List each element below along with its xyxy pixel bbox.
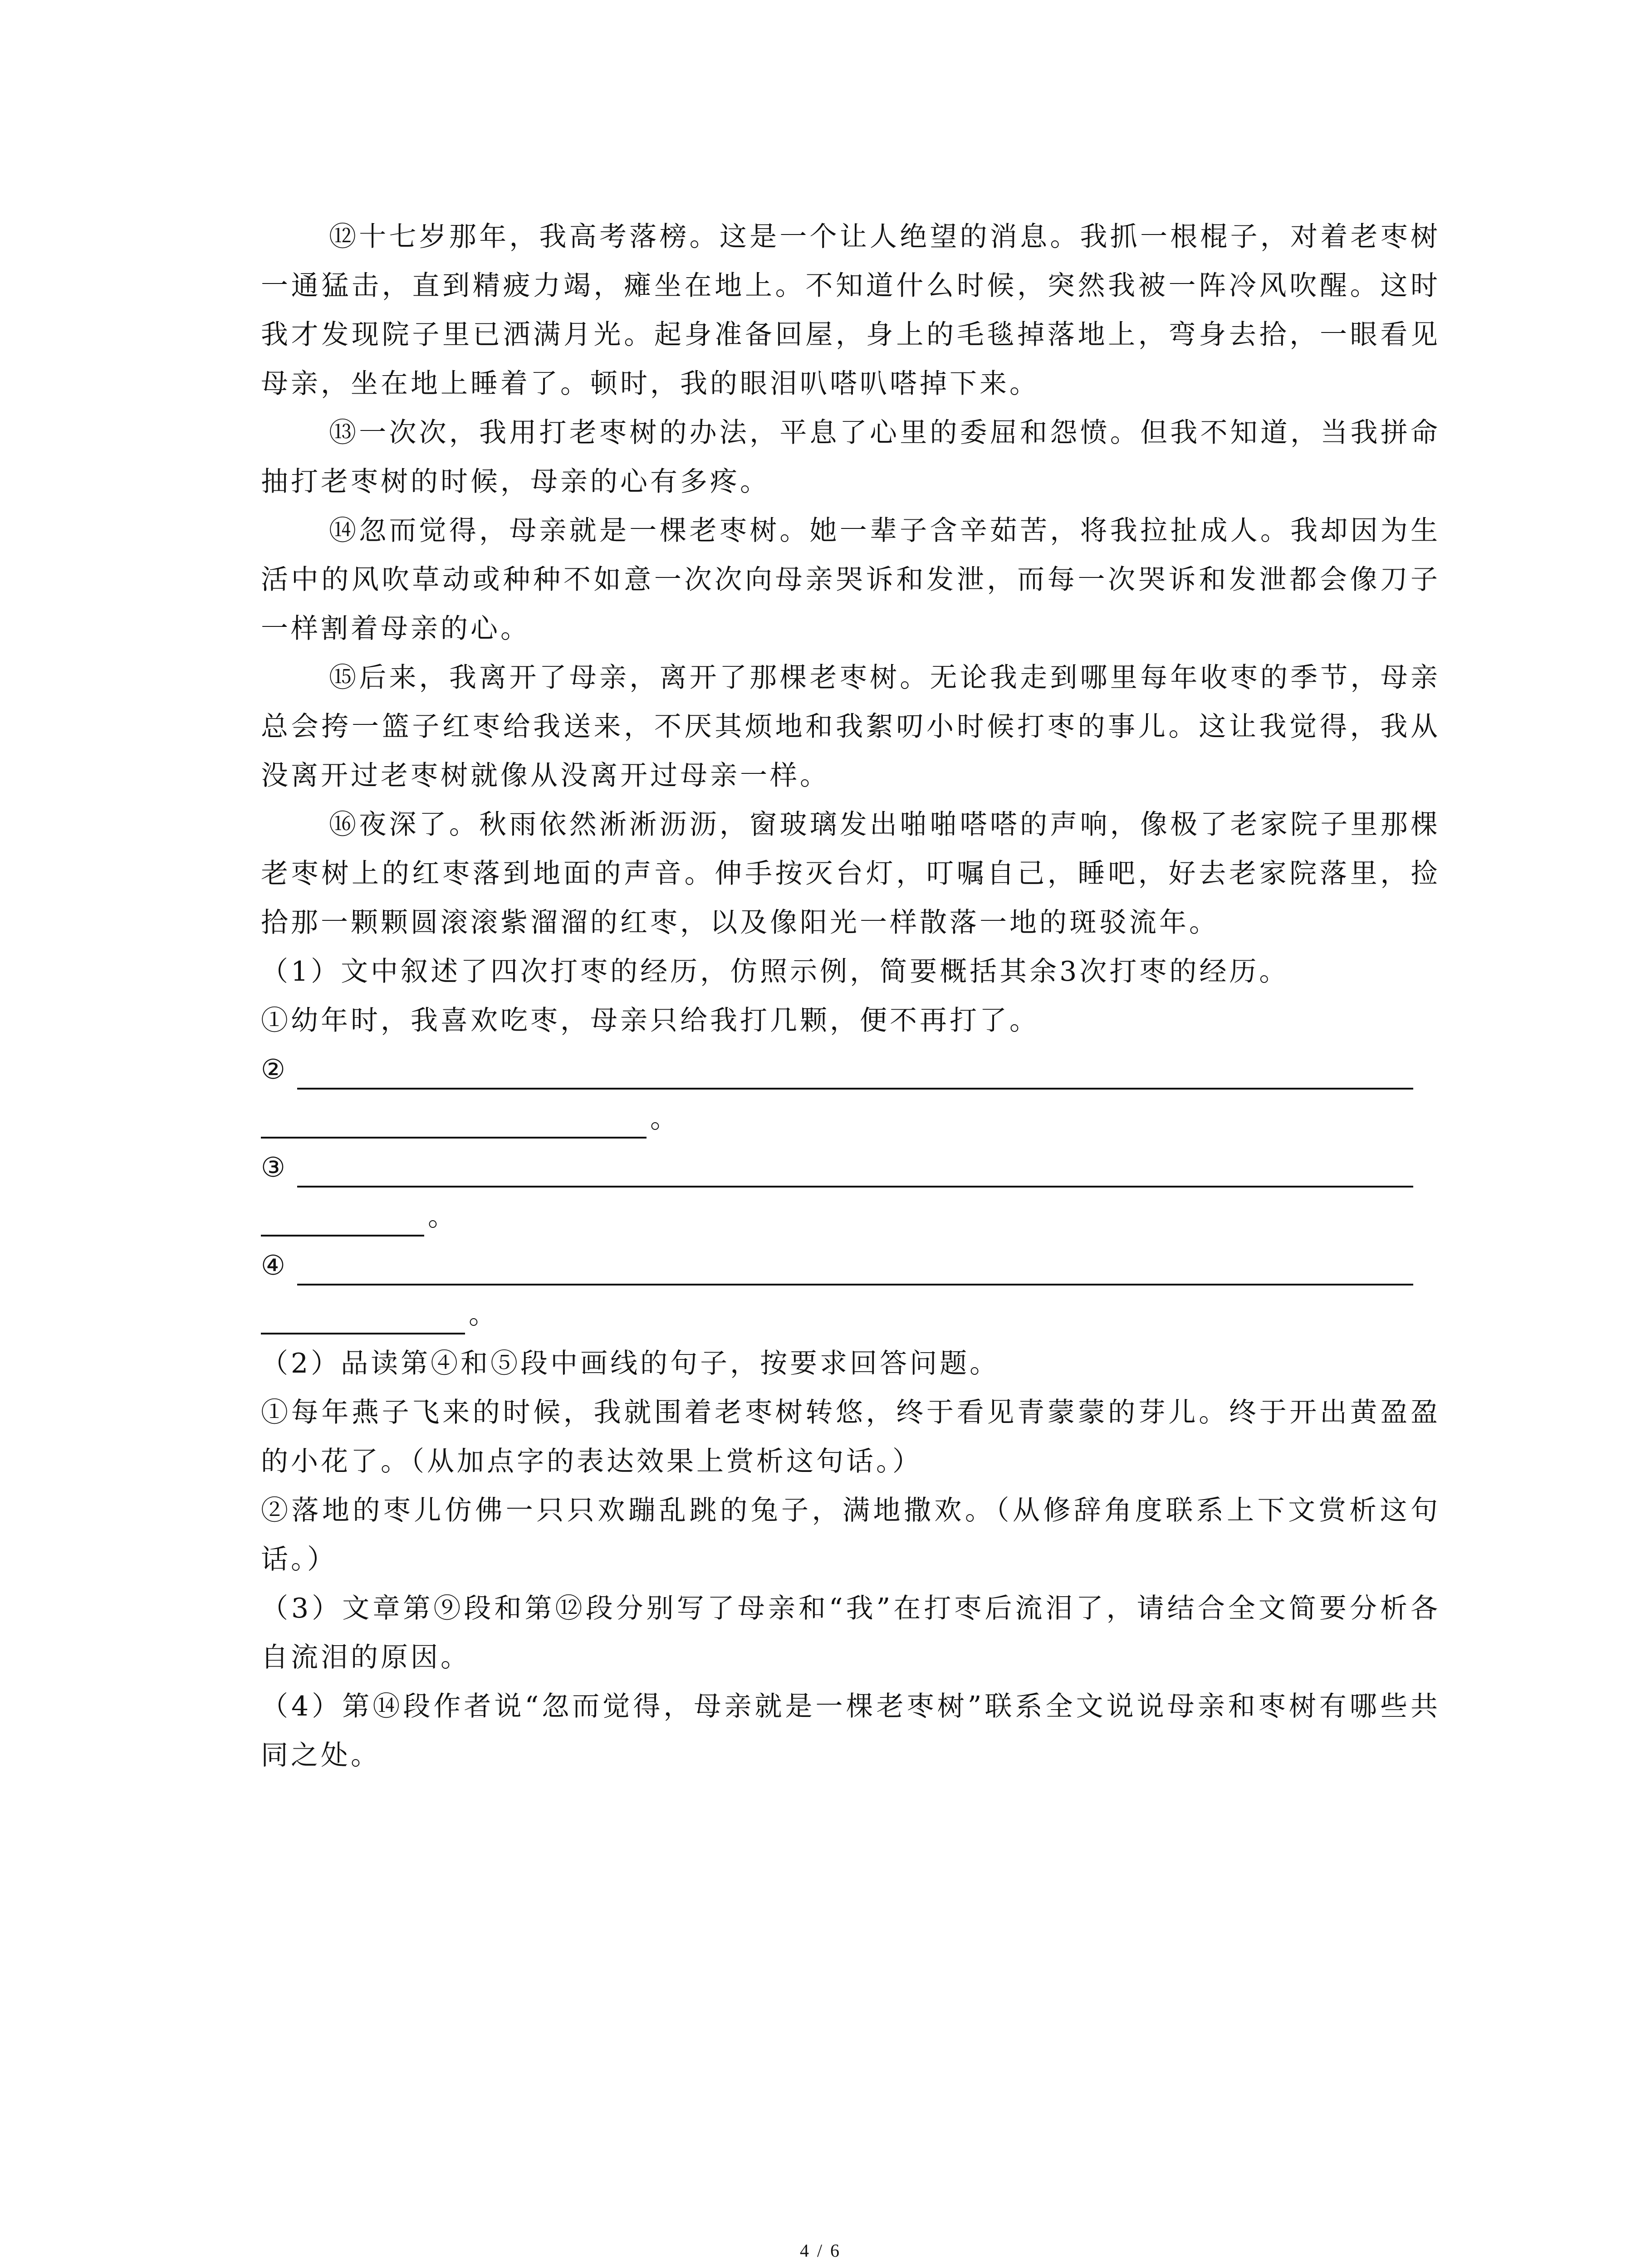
question-1-answer-4[interactable]: [261, 1241, 1440, 1339]
answer-marker: ③: [261, 1152, 288, 1183]
question-1-example: ①幼年时，我喜欢吃枣，母亲只给我打几颗，便不再打了。: [261, 1005, 1039, 1036]
question-3-prompt: （3）文章第⑨段和第⑫段分别写了母亲和“我”在打枣后流泪了，请结合全文简要分析各自流泪的原因。: [261, 1593, 1440, 1673]
question-1-answer-3[interactable]: [261, 1143, 1440, 1241]
question-2-item-1: ①每年燕子飞来的时候，我就围着老枣树转悠，终于看见青蒙蒙的芽儿。终于开出黄盈盈的小花了。（从加点字的表达效果上赏析这句话。）: [261, 1397, 1440, 1477]
answer-end-mark: 。: [469, 1299, 499, 1330]
paragraph-16: ⑯夜深了。秋雨依然淅淅沥沥，窗玻璃发出啪啪嗒嗒的声响，像极了老家院子里那棵老枣树上的红枣落到地面的声音。伸手按灭台灯，叮嘱自己，睡吧，好去老家院落里，捡拾那一颗颗圆滚滚紫溜溜的红枣，以及像阳光一样散落一地的斑驳流年。: [261, 809, 1440, 938]
question-4-prompt: （4）第⑭段作者说“忽而觉得，母亲就是一棵老枣树”联系全文说说母亲和枣树有哪些共同之处。: [261, 1691, 1440, 1771]
paragraph-12: ⑫十七岁那年，我高考落榜。这是一个让人绝望的消息。我抓一根棍子，对着老枣树一通猛击，直到精疲力竭，瘫坐在地上。不知道什么时候，突然我被一阵冷风吹醒。这时我才发现院子里已洒满月光。起身准备回屋，身上的毛毯掉落地上，弯身去拾，一眼看见母亲，坐在地上睡着了。顿时，我的眼泪叭嗒叭嗒掉下来。: [261, 221, 1440, 400]
page-content: [261, 212, 1440, 1780]
answer-marker: ②: [261, 1054, 288, 1085]
answer-line[interactable]: [261, 1235, 424, 1237]
answer-end-mark: 。: [428, 1201, 458, 1232]
answer-line[interactable]: [297, 1088, 1413, 1090]
answer-line[interactable]: [261, 1333, 465, 1334]
answer-end-mark: 。: [650, 1103, 680, 1134]
answer-line[interactable]: [261, 1137, 647, 1139]
page-number: 4 / 6: [799, 2240, 842, 2261]
paragraph-15: ⑮后来，我离开了母亲，离开了那棵老枣树。无论我走到哪里每年收枣的季节，母亲总会挎一篮子红枣给我送来，不厌其烦地和我絮叨小时候打枣的事儿。这让我觉得，我从没离开过老枣树就像从没离开过母亲一样。: [261, 662, 1440, 792]
paragraph-14: ⑭忽而觉得，母亲就是一棵老枣树。她一辈子含辛茹苦，将我拉扯成人。我却因为生活中的风吹草动或种种不如意一次次向母亲哭诉和发泄，而每一次哭诉和发泄都会像刀子一样割着母亲的心。: [261, 515, 1440, 645]
answer-line[interactable]: [297, 1284, 1413, 1286]
question-1-answer-2[interactable]: [261, 1045, 1440, 1143]
question-2-item-2: ②落地的枣儿仿佛一只只欢蹦乱跳的兔子，满地撒欢。（从修辞角度联系上下文赏析这句话。）: [261, 1495, 1440, 1575]
paragraph-13: ⑬一次次，我用打老枣树的办法，平息了心里的委屈和怨愤。但我不知道，当我拼命抽打老枣树的时候，母亲的心有多疼。: [261, 417, 1440, 498]
answer-marker: ④: [261, 1250, 288, 1281]
answer-line[interactable]: [297, 1186, 1413, 1188]
question-2-prompt: （2）品读第④和⑤段中画线的句子，按要求回答问题。: [261, 1348, 1000, 1379]
question-1-prompt: （1）文中叙述了四次打枣的经历，仿照示例，简要概括其余3次打枣的经历。: [261, 956, 1289, 987]
